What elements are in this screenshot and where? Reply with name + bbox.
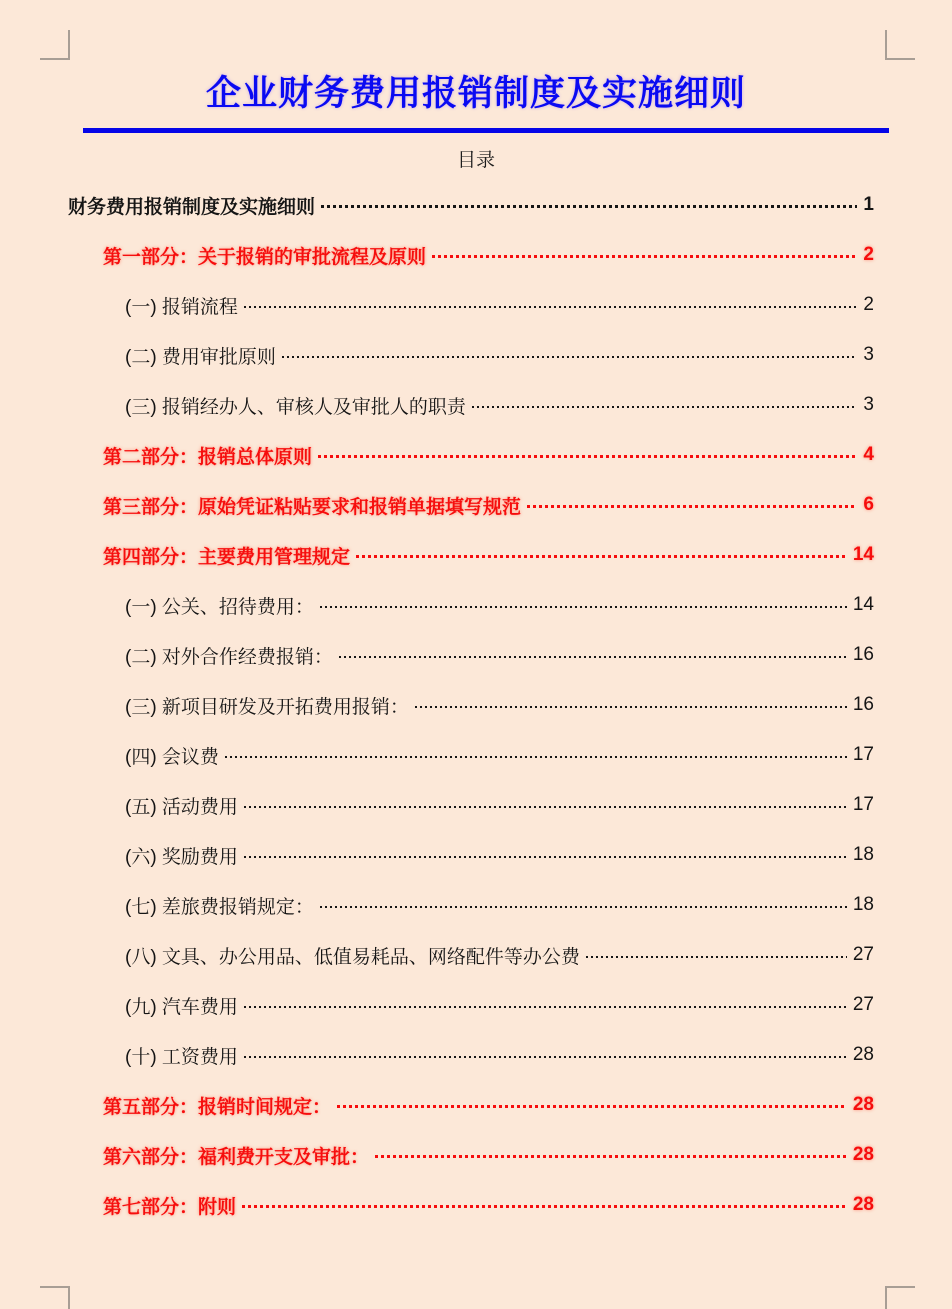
document-title: 企业财务费用报销制度及实施细则 — [205, 74, 746, 113]
dot-leader — [320, 606, 847, 608]
toc-entry-page: 3 — [863, 344, 874, 365]
toc-entry-label: (七) 差旅费报销规定： — [125, 896, 314, 918]
toc-entry-page: 4 — [863, 444, 874, 465]
toc-entry-page: 14 — [852, 594, 874, 615]
dot-leader — [225, 756, 847, 758]
toc-entry-label: 第二部分：报销总体原则 — [103, 446, 313, 468]
toc-entry-label: (五) 活动费用 — [125, 796, 238, 818]
dot-leader — [527, 505, 857, 508]
dot-leader — [244, 306, 857, 308]
toc-entry-page: 16 — [852, 644, 874, 665]
toc-entry-page: 27 — [852, 944, 874, 965]
dot-leader — [244, 1006, 847, 1008]
toc-entry-page: 2 — [863, 244, 874, 265]
dot-leader — [244, 806, 847, 808]
toc-entry-label: 第七部分：附则 — [103, 1196, 237, 1218]
toc-entry[interactable] — [68, 480, 874, 530]
dot-leader — [337, 1105, 847, 1108]
dot-leader — [586, 956, 847, 958]
toc-entry-label: (十) 工资费用 — [125, 1046, 238, 1068]
dot-leader — [244, 1056, 847, 1058]
toc-entry-label: (一) 报销流程 — [125, 296, 238, 318]
toc-entry[interactable] — [68, 330, 874, 380]
toc-entry[interactable] — [68, 1180, 874, 1230]
toc-entry[interactable] — [68, 930, 874, 980]
toc-entry[interactable] — [68, 180, 874, 230]
toc-entry-page: 27 — [852, 994, 874, 1015]
toc-entry[interactable] — [68, 980, 874, 1030]
toc-entry[interactable] — [68, 580, 874, 630]
toc-entry-page: 14 — [852, 544, 874, 565]
toc-entry-label: (八) 文具、办公用品、低值易耗品、网络配件等办公费 — [125, 946, 580, 968]
toc-entry-page: 6 — [863, 494, 874, 515]
toc-entry[interactable] — [68, 880, 874, 930]
crop-mark-bottom-left — [40, 1286, 70, 1309]
toc-entry[interactable] — [68, 780, 874, 830]
toc-entry-page: 16 — [852, 694, 874, 715]
toc-entry-page: 28 — [852, 1144, 874, 1165]
toc-entry-label: (三) 报销经办人、审核人及审批人的职责 — [125, 396, 466, 418]
dot-leader — [321, 205, 857, 208]
toc-entry[interactable] — [68, 280, 874, 330]
toc-entry-label: (四) 会议费 — [125, 746, 219, 768]
toc-entry[interactable] — [68, 1080, 874, 1130]
dot-leader — [282, 356, 857, 358]
toc-entry-label: (二) 对外合作经费报销： — [125, 646, 333, 668]
toc-entry-label: 第四部分：主要费用管理规定 — [103, 546, 351, 568]
crop-mark-top-right — [885, 30, 915, 60]
crop-mark-top-left — [40, 30, 70, 60]
toc-entry-page: 28 — [852, 1094, 874, 1115]
toc-entry-label: (六) 奖励费用 — [125, 846, 238, 868]
dot-leader — [432, 255, 857, 258]
toc-entry-label: 第三部分：原始凭证粘贴要求和报销单据填写规范 — [103, 496, 522, 518]
toc-entry[interactable] — [68, 430, 874, 480]
dot-leader — [472, 406, 857, 408]
toc-entry-page: 28 — [852, 1044, 874, 1065]
toc-list — [68, 180, 874, 1230]
toc-entry[interactable] — [68, 530, 874, 580]
toc-entry-page: 18 — [852, 844, 874, 865]
dot-leader — [320, 906, 847, 908]
dot-leader — [339, 656, 847, 658]
toc-entry-label: 第五部分：报销时间规定： — [103, 1096, 332, 1118]
toc-entry-page: 28 — [852, 1194, 874, 1215]
toc-entry-page: 2 — [863, 294, 874, 315]
toc-entry-page: 18 — [852, 894, 874, 915]
dot-leader — [244, 856, 847, 858]
dot-leader — [318, 455, 857, 458]
toc-heading: 目录 — [456, 150, 495, 171]
toc-entry[interactable] — [68, 730, 874, 780]
dot-leader — [415, 706, 847, 708]
toc-entry-label: 第一部分：关于报销的审批流程及原则 — [103, 246, 427, 268]
toc-entry[interactable] — [68, 380, 874, 430]
toc-entry-label: (九) 汽车费用 — [125, 996, 238, 1018]
toc-entry[interactable] — [68, 680, 874, 730]
toc-entry-page: 3 — [863, 394, 874, 415]
toc-entry-page: 17 — [852, 744, 874, 765]
toc-entry[interactable] — [68, 1130, 874, 1180]
toc-entry-label: 第六部分：福利费开支及审批： — [103, 1146, 370, 1168]
dot-leader — [375, 1155, 847, 1158]
toc-entry-page: 17 — [852, 794, 874, 815]
toc-entry-page: 1 — [863, 194, 874, 215]
toc-entry[interactable] — [68, 830, 874, 880]
toc-entry[interactable] — [68, 230, 874, 280]
dot-leader — [242, 1205, 847, 1208]
toc-entry-label: (三) 新项目研发及开拓费用报销： — [125, 696, 409, 718]
toc-entry-label: (一) 公关、招待费用： — [125, 596, 314, 618]
toc-entry-label: 财务费用报销制度及实施细则 — [68, 196, 316, 218]
title-divider — [83, 128, 889, 133]
toc-entry[interactable] — [68, 630, 874, 680]
dot-leader — [356, 555, 847, 558]
toc-entry[interactable] — [68, 1030, 874, 1080]
toc-entry-label: (二) 费用审批原则 — [125, 346, 276, 368]
crop-mark-bottom-right — [885, 1286, 915, 1309]
